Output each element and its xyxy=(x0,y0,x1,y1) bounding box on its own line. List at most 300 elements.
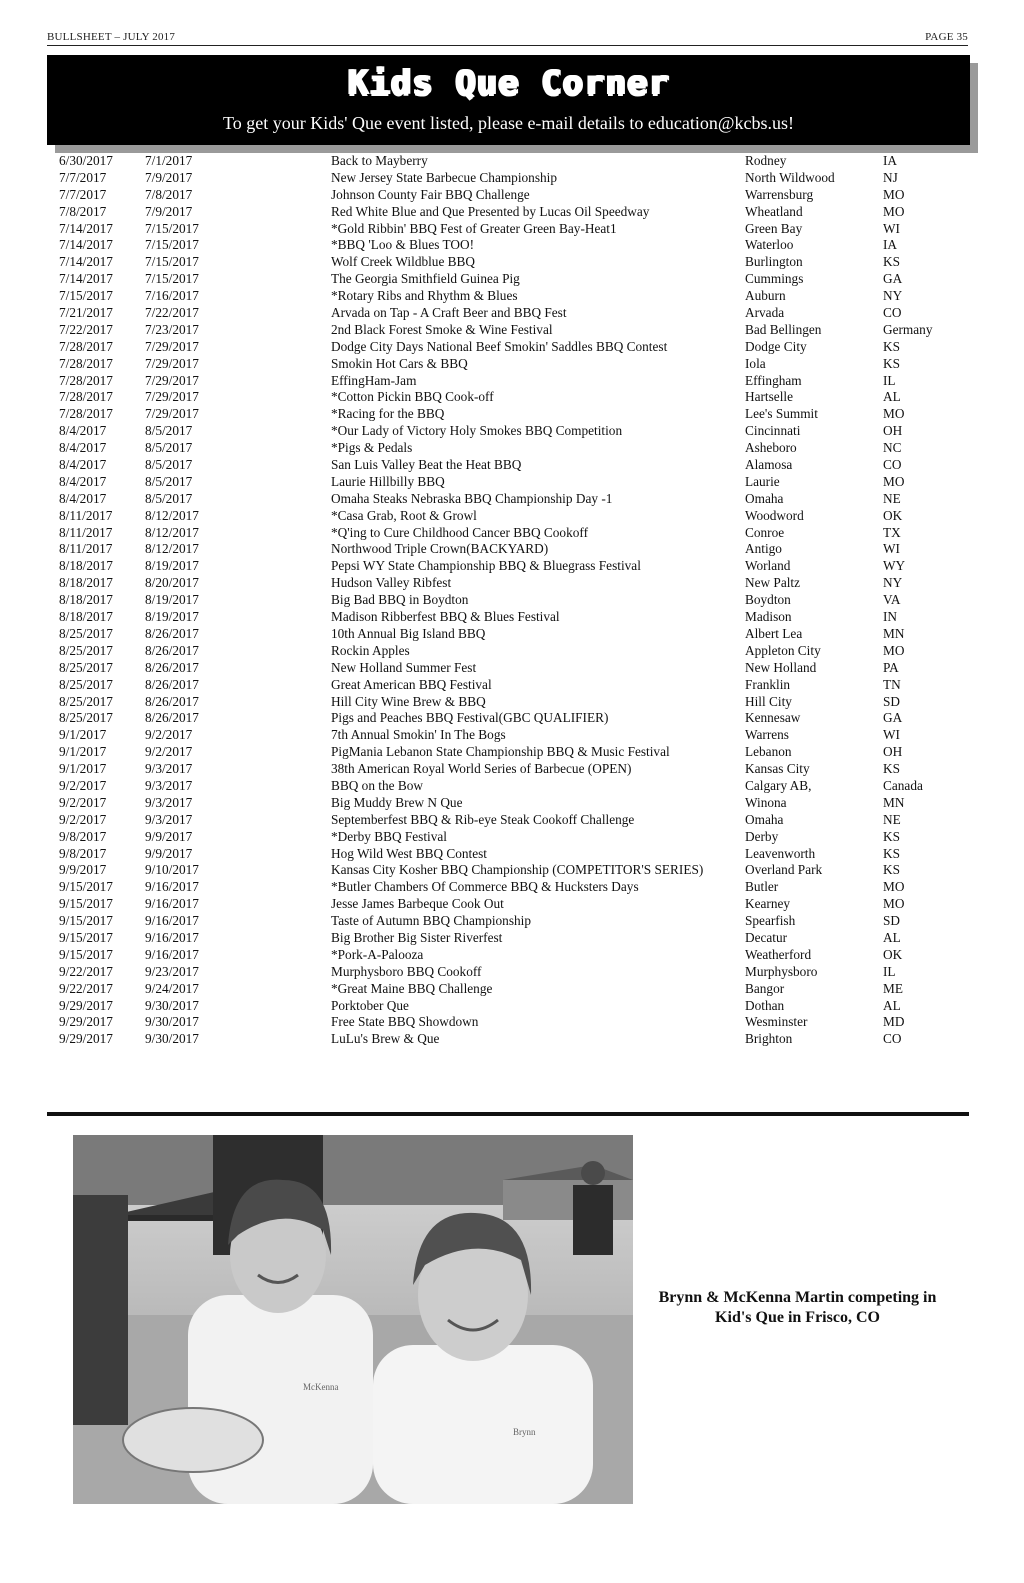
event-state: IL xyxy=(883,372,896,388)
event-start-date: 8/11/2017 xyxy=(59,524,113,540)
event-name: *Butler Chambers Of Commerce BBQ & Hucksters Days xyxy=(331,879,639,895)
event-start-date: 7/28/2017 xyxy=(59,389,113,405)
event-start-date: 8/25/2017 xyxy=(59,625,113,641)
event-start-date: 9/15/2017 xyxy=(59,879,113,895)
event-name: LuLu's Brew & Que xyxy=(331,1031,440,1047)
event-city: Hill City xyxy=(745,693,792,709)
event-city: Derby xyxy=(745,828,779,844)
event-state: WI xyxy=(883,220,900,236)
event-end-date: 8/26/2017 xyxy=(145,693,199,709)
event-city: Lee's Summit xyxy=(745,406,818,422)
event-row xyxy=(59,288,959,305)
event-start-date: 8/25/2017 xyxy=(59,710,113,726)
bystander-body xyxy=(573,1185,613,1255)
event-start-date: 7/21/2017 xyxy=(59,305,113,321)
event-row xyxy=(59,575,959,592)
event-start-date: 7/14/2017 xyxy=(59,237,113,253)
apron-label-left: McKenna xyxy=(303,1382,339,1392)
event-name: *Gold Ribbin' BBQ Fest of Greater Green Bay-Heat1 xyxy=(331,220,617,236)
event-city: Cummings xyxy=(745,271,804,287)
event-start-date: 8/25/2017 xyxy=(59,693,113,709)
event-name: *BBQ 'Loo & Blues TOO! xyxy=(331,237,475,253)
event-row xyxy=(59,761,959,778)
event-row xyxy=(59,187,959,204)
event-state: MO xyxy=(883,186,905,202)
event-row xyxy=(59,879,959,896)
event-state: MO xyxy=(883,473,905,489)
event-end-date: 7/29/2017 xyxy=(145,372,199,388)
event-city: Brighton xyxy=(745,1031,793,1047)
event-row xyxy=(59,626,959,643)
event-city: Burlington xyxy=(745,254,803,270)
event-start-date: 8/25/2017 xyxy=(59,642,113,658)
event-row xyxy=(59,1014,959,1031)
event-end-date: 8/5/2017 xyxy=(145,473,193,489)
event-end-date: 9/9/2017 xyxy=(145,845,193,861)
event-end-date: 9/9/2017 xyxy=(145,828,193,844)
event-start-date: 9/22/2017 xyxy=(59,980,113,996)
event-name: The Georgia Smithfield Guinea Pig xyxy=(331,271,520,287)
event-name: San Luis Valley Beat the Heat BBQ xyxy=(331,457,522,473)
event-city: Woodword xyxy=(745,507,804,523)
event-end-date: 8/5/2017 xyxy=(145,440,193,456)
event-name: 2nd Black Forest Smoke & Wine Festival xyxy=(331,321,553,337)
event-end-date: 7/29/2017 xyxy=(145,355,199,371)
event-city: Alamosa xyxy=(745,457,793,473)
event-city: Kansas City xyxy=(745,761,810,777)
event-end-date: 8/26/2017 xyxy=(145,625,199,641)
event-end-date: 8/19/2017 xyxy=(145,592,199,608)
event-city: Green Bay xyxy=(745,220,803,236)
event-row xyxy=(59,677,959,694)
event-end-date: 8/5/2017 xyxy=(145,457,193,473)
event-start-date: 9/1/2017 xyxy=(59,727,107,743)
event-end-date: 9/2/2017 xyxy=(145,744,193,760)
event-end-date: 8/12/2017 xyxy=(145,524,199,540)
event-state: Canada xyxy=(883,777,923,793)
person-left xyxy=(73,1195,128,1425)
event-row xyxy=(59,474,959,491)
event-name: Big Muddy Brew N Que xyxy=(331,794,463,810)
event-state: AL xyxy=(883,389,901,405)
event-start-date: 7/8/2017 xyxy=(59,203,107,219)
event-name: Hog Wild West BBQ Contest xyxy=(331,845,487,861)
event-start-date: 9/22/2017 xyxy=(59,963,113,979)
event-end-date: 9/16/2017 xyxy=(145,896,199,912)
event-start-date: 7/28/2017 xyxy=(59,338,113,354)
photo-illustration xyxy=(73,1135,633,1504)
event-name: Hill City Wine Brew & BBQ xyxy=(331,693,486,709)
event-start-date: 8/4/2017 xyxy=(59,473,107,489)
event-city: Madison xyxy=(745,609,792,625)
event-state: KS xyxy=(883,828,900,844)
event-name: Johnson County Fair BBQ Challenge xyxy=(331,186,530,202)
page-header xyxy=(47,31,968,46)
event-start-date: 7/15/2017 xyxy=(59,288,113,304)
event-row xyxy=(59,710,959,727)
event-state: NY xyxy=(883,288,903,304)
event-start-date: 9/2/2017 xyxy=(59,811,107,827)
event-end-date: 7/1/2017 xyxy=(145,153,193,168)
event-state: KS xyxy=(883,254,900,270)
event-city: Spearfish xyxy=(745,913,796,929)
event-row xyxy=(59,862,959,879)
bystander-head xyxy=(581,1161,605,1185)
event-start-date: 9/15/2017 xyxy=(59,913,113,929)
event-state: MO xyxy=(883,203,905,219)
event-row xyxy=(59,778,959,795)
event-row xyxy=(59,592,959,609)
event-row xyxy=(59,795,959,812)
event-city: Appleton City xyxy=(745,642,821,658)
event-start-date: 9/1/2017 xyxy=(59,761,107,777)
event-row xyxy=(59,998,959,1015)
event-city: Albert Lea xyxy=(745,625,803,641)
event-start-date: 7/7/2017 xyxy=(59,169,107,185)
event-start-date: 8/18/2017 xyxy=(59,609,113,625)
event-end-date: 7/15/2017 xyxy=(145,271,199,287)
event-city: Antigo xyxy=(745,541,782,557)
event-state: GA xyxy=(883,271,903,287)
event-city: Cincinnati xyxy=(745,423,801,439)
event-end-date: 8/12/2017 xyxy=(145,507,199,523)
event-name: Back to Mayberry xyxy=(331,153,428,168)
event-state: TX xyxy=(883,524,901,540)
event-name: Dodge City Days National Beef Smokin' Saddles BBQ Contest xyxy=(331,338,668,354)
event-name: EffingHam-Jam xyxy=(331,372,417,388)
event-start-date: 9/29/2017 xyxy=(59,997,113,1013)
event-city: Kearney xyxy=(745,896,791,912)
event-name: New Holland Summer Fest xyxy=(331,659,477,675)
event-row xyxy=(59,643,959,660)
event-end-date: 8/5/2017 xyxy=(145,423,193,439)
event-name: New Jersey State Barbecue Championship xyxy=(331,169,557,185)
event-state: CO xyxy=(883,457,902,473)
event-city: Omaha xyxy=(745,811,784,827)
girl-left-coat xyxy=(188,1295,373,1504)
section-title: Kids Que Corner xyxy=(347,63,670,103)
event-city: Effingham xyxy=(745,372,802,388)
event-state: AL xyxy=(883,929,901,945)
event-end-date: 9/30/2017 xyxy=(145,997,199,1013)
event-start-date: 7/14/2017 xyxy=(59,220,113,236)
event-end-date: 7/29/2017 xyxy=(145,389,199,405)
event-row xyxy=(59,846,959,863)
event-start-date: 8/4/2017 xyxy=(59,423,107,439)
event-state: KS xyxy=(883,338,900,354)
event-row xyxy=(59,947,959,964)
event-city: New Paltz xyxy=(745,575,801,591)
event-row xyxy=(59,660,959,677)
event-start-date: 8/25/2017 xyxy=(59,659,113,675)
event-end-date: 8/26/2017 xyxy=(145,659,199,675)
event-start-date: 9/9/2017 xyxy=(59,862,107,878)
section-divider xyxy=(47,1112,969,1116)
event-name: Madison Ribberfest BBQ & Blues Festival xyxy=(331,609,560,625)
event-start-date: 8/4/2017 xyxy=(59,440,107,456)
event-city: Laurie xyxy=(745,473,780,489)
event-city: Butler xyxy=(745,879,779,895)
event-row xyxy=(59,930,959,947)
event-name: 10th Annual Big Island BBQ xyxy=(331,625,486,641)
event-state: SD xyxy=(883,913,900,929)
event-name: Smokin Hot Cars & BBQ xyxy=(331,355,468,371)
event-end-date: 7/16/2017 xyxy=(145,288,199,304)
event-start-date: 9/2/2017 xyxy=(59,794,107,810)
event-city: Calgary AB, xyxy=(745,777,812,793)
event-row xyxy=(59,305,959,322)
event-city: Iola xyxy=(745,355,766,371)
event-state: IN xyxy=(883,609,898,625)
event-end-date: 7/15/2017 xyxy=(145,237,199,253)
event-row xyxy=(59,812,959,829)
event-start-date: 9/1/2017 xyxy=(59,744,107,760)
event-row xyxy=(59,694,959,711)
event-city: Kennesaw xyxy=(745,710,801,726)
event-city: Bad Bellingen xyxy=(745,321,822,337)
event-city: Arvada xyxy=(745,305,785,321)
event-state: MN xyxy=(883,794,905,810)
event-end-date: 9/2/2017 xyxy=(145,727,193,743)
event-state: MO xyxy=(883,406,905,422)
event-state: IL xyxy=(883,963,896,979)
event-city: Conroe xyxy=(745,524,785,540)
event-city: Waterloo xyxy=(745,237,794,253)
event-name: Porktober Que xyxy=(331,997,409,1013)
event-name: *Pigs & Pedals xyxy=(331,440,413,456)
event-state: KS xyxy=(883,761,900,777)
event-end-date: 7/22/2017 xyxy=(145,305,199,321)
event-end-date: 9/24/2017 xyxy=(145,980,199,996)
event-start-date: 8/11/2017 xyxy=(59,507,113,523)
event-start-date: 9/29/2017 xyxy=(59,1014,113,1030)
event-end-date: 9/16/2017 xyxy=(145,929,199,945)
event-city: Dothan xyxy=(745,997,785,1013)
event-start-date: 9/8/2017 xyxy=(59,845,107,861)
event-photo xyxy=(73,1135,633,1504)
event-end-date: 9/3/2017 xyxy=(145,777,193,793)
event-city: Wesminster xyxy=(745,1014,808,1030)
event-end-date: 9/30/2017 xyxy=(145,1031,199,1047)
event-name: Kansas City Kosher BBQ Championship (COMPETITOR'S SERIES) xyxy=(331,862,704,878)
event-row xyxy=(59,964,959,981)
event-name: Big Brother Big Sister Riverfest xyxy=(331,929,503,945)
event-end-date: 7/9/2017 xyxy=(145,203,193,219)
event-state: NC xyxy=(883,440,902,456)
event-start-date: 8/18/2017 xyxy=(59,558,113,574)
event-name: Hudson Valley Ribfest xyxy=(331,575,452,591)
event-end-date: 8/26/2017 xyxy=(145,642,199,658)
event-row xyxy=(59,322,959,339)
event-city: Leavenworth xyxy=(745,845,816,861)
event-end-date: 8/19/2017 xyxy=(145,609,199,625)
event-row xyxy=(59,153,959,170)
event-start-date: 8/11/2017 xyxy=(59,541,113,557)
event-row xyxy=(59,609,959,626)
event-end-date: 7/23/2017 xyxy=(145,321,199,337)
event-city: Hartselle xyxy=(745,389,793,405)
event-name: *Pork-A-Palooza xyxy=(331,946,424,962)
event-state: KS xyxy=(883,862,900,878)
event-start-date: 8/18/2017 xyxy=(59,575,113,591)
event-row xyxy=(59,237,959,254)
event-name: *Our Lady of Victory Holy Smokes BBQ Competition xyxy=(331,423,623,439)
event-row xyxy=(59,389,959,406)
event-name: Big Bad BBQ in Boydton xyxy=(331,592,469,608)
section-subtitle: To get your Kids' Que event listed, please e-mail details to education@kcbs.us! xyxy=(223,113,794,133)
photo-caption: Brynn & McKenna Martin competing in Kid's Que in Frisco, CO xyxy=(658,1289,937,1326)
event-city: Warrensburg xyxy=(745,186,814,202)
event-row xyxy=(59,896,959,913)
event-start-date: 9/29/2017 xyxy=(59,1031,113,1047)
event-city: Murphysboro xyxy=(745,963,818,979)
event-city: Worland xyxy=(745,558,791,574)
event-state: IA xyxy=(883,237,898,253)
event-row xyxy=(59,558,959,575)
event-name: *Q'ing to Cure Childhood Cancer BBQ Cookoff xyxy=(331,524,588,540)
event-end-date: 8/26/2017 xyxy=(145,676,199,692)
event-name: Septemberfest BBQ & Rib-eye Steak Cookoff Challenge xyxy=(331,811,635,827)
event-name: Red White Blue and Que Presented by Lucas Oil Speedway xyxy=(331,203,650,219)
event-state: NE xyxy=(883,490,901,506)
event-start-date: 9/2/2017 xyxy=(59,777,107,793)
event-name: BBQ on the Bow xyxy=(331,777,423,793)
event-state: IA xyxy=(883,153,898,168)
event-state: VA xyxy=(883,592,901,608)
event-city: Asheboro xyxy=(745,440,797,456)
event-row xyxy=(59,541,959,558)
event-start-date: 7/22/2017 xyxy=(59,321,113,337)
event-end-date: 9/16/2017 xyxy=(145,879,199,895)
event-start-date: 9/15/2017 xyxy=(59,896,113,912)
event-name: Great American BBQ Festival xyxy=(331,676,492,692)
event-row xyxy=(59,981,959,998)
event-row xyxy=(59,491,959,508)
event-row xyxy=(59,1031,959,1048)
event-end-date: 9/3/2017 xyxy=(145,811,193,827)
event-state: TN xyxy=(883,676,901,692)
event-end-date: 9/16/2017 xyxy=(145,913,199,929)
event-state: KS xyxy=(883,845,900,861)
event-state: MO xyxy=(883,642,905,658)
girl-right-coat xyxy=(373,1345,593,1504)
event-name: 7th Annual Smokin' In The Bogs xyxy=(331,727,506,743)
event-state: NJ xyxy=(883,169,898,185)
event-name: Rockin Apples xyxy=(331,642,410,658)
event-end-date: 9/3/2017 xyxy=(145,794,193,810)
event-end-date: 8/20/2017 xyxy=(145,575,199,591)
apron-label-right: Brynn xyxy=(513,1427,536,1437)
event-end-date: 7/29/2017 xyxy=(145,406,199,422)
publication-label: BULLSHEET – JULY 2017 xyxy=(47,31,176,43)
event-name: Free State BBQ Showdown xyxy=(331,1014,479,1030)
event-city: Winona xyxy=(745,794,787,810)
event-end-date: 9/10/2017 xyxy=(145,862,199,878)
event-start-date: 7/28/2017 xyxy=(59,372,113,388)
event-state: MO xyxy=(883,896,905,912)
event-row xyxy=(59,457,959,474)
event-state: WI xyxy=(883,541,900,557)
event-name: *Racing for the BBQ xyxy=(331,406,445,422)
event-name: 38th American Royal World Series of Barbecue (OPEN) xyxy=(331,761,632,777)
event-state: OK xyxy=(883,946,903,962)
event-city: Auburn xyxy=(745,288,786,304)
event-end-date: 7/9/2017 xyxy=(145,169,193,185)
event-start-date: 9/15/2017 xyxy=(59,946,113,962)
event-start-date: 8/4/2017 xyxy=(59,457,107,473)
event-start-date: 7/14/2017 xyxy=(59,254,113,270)
event-name: Jesse James Barbeque Cook Out xyxy=(331,896,504,912)
event-end-date: 8/26/2017 xyxy=(145,710,199,726)
event-end-date: 9/30/2017 xyxy=(145,1014,199,1030)
event-end-date: 7/29/2017 xyxy=(145,338,199,354)
event-end-date: 7/15/2017 xyxy=(145,254,199,270)
event-city: Bangor xyxy=(745,980,785,996)
event-state: OK xyxy=(883,507,903,523)
event-row xyxy=(59,525,959,542)
event-name: *Cotton Pickin BBQ Cook-off xyxy=(331,389,494,405)
event-state: MO xyxy=(883,879,905,895)
event-row xyxy=(59,440,959,457)
event-start-date: 9/15/2017 xyxy=(59,929,113,945)
event-row xyxy=(59,423,959,440)
event-name: PigMania Lebanon State Championship BBQ & Music Festival xyxy=(331,744,670,760)
event-city: Wheatland xyxy=(745,203,803,219)
event-start-date: 6/30/2017 xyxy=(59,153,113,168)
event-name: *Derby BBQ Festival xyxy=(331,828,447,844)
event-city: Warrens xyxy=(745,727,789,743)
event-city: Rodney xyxy=(745,153,787,168)
event-name: *Casa Grab, Root & Growl xyxy=(331,507,477,523)
event-state: OH xyxy=(883,423,903,439)
event-end-date: 8/12/2017 xyxy=(145,541,199,557)
event-city: Weatherford xyxy=(745,946,812,962)
event-end-date: 8/5/2017 xyxy=(145,490,193,506)
event-row xyxy=(59,508,959,525)
event-name: Laurie Hillbilly BBQ xyxy=(331,473,445,489)
event-start-date: 8/25/2017 xyxy=(59,676,113,692)
event-end-date: 9/16/2017 xyxy=(145,946,199,962)
event-start-date: 7/7/2017 xyxy=(59,186,107,202)
event-city: North Wildwood xyxy=(745,169,835,185)
event-name: Taste of Autumn BBQ Championship xyxy=(331,913,531,929)
event-city: Omaha xyxy=(745,490,784,506)
event-state: KS xyxy=(883,355,900,371)
event-name: Wolf Creek Wildblue BBQ xyxy=(331,254,476,270)
section-banner xyxy=(47,55,970,145)
event-start-date: 7/14/2017 xyxy=(59,271,113,287)
event-state: OH xyxy=(883,744,903,760)
event-state: PA xyxy=(883,659,899,675)
event-start-date: 8/18/2017 xyxy=(59,592,113,608)
event-name: Arvada on Tap - A Craft Beer and BBQ Fest xyxy=(331,305,567,321)
food-bowl xyxy=(123,1408,263,1472)
events-table xyxy=(59,153,959,1048)
event-row xyxy=(59,271,959,288)
event-state: CO xyxy=(883,305,902,321)
event-row xyxy=(59,744,959,761)
event-start-date: 8/4/2017 xyxy=(59,490,107,506)
event-state: MN xyxy=(883,625,905,641)
event-state: ME xyxy=(883,980,903,996)
event-name: Pepsi WY State Championship BBQ & Bluegrass Festival xyxy=(331,558,641,574)
event-name: Omaha Steaks Nebraska BBQ Championship Day -1 xyxy=(331,490,613,506)
event-city: Boydton xyxy=(745,592,791,608)
event-start-date: 7/28/2017 xyxy=(59,406,113,422)
event-row xyxy=(59,356,959,373)
event-row xyxy=(59,829,959,846)
event-city: New Holland xyxy=(745,659,817,675)
